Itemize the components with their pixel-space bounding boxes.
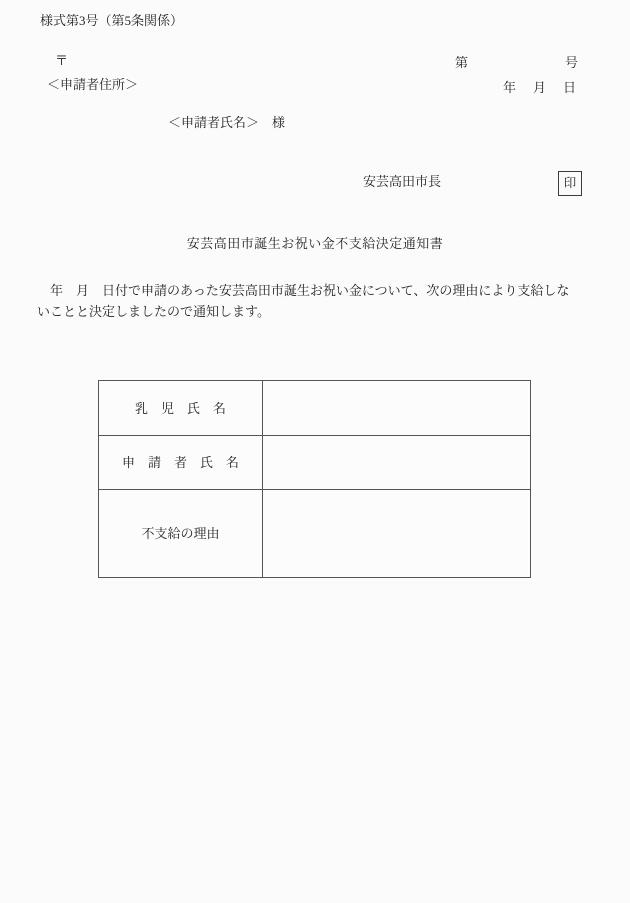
addressee-line: ＜申請者氏名＞ 様 (168, 115, 286, 130)
table-row-label-applicant-name: 申 請 者 氏 名 (99, 436, 263, 490)
body-paragraph (37, 280, 569, 322)
form-number: 様式第3号（第5条関係） (40, 13, 184, 28)
table-row-value-infant-name (263, 381, 530, 436)
date-line: 年 月 日 (502, 80, 578, 95)
postal-mark: 〒 (55, 53, 69, 68)
table-row-value-reason (263, 490, 530, 577)
table-row-value-applicant-name (263, 436, 530, 490)
table-row-label-reason: 不支給の理由 (99, 490, 263, 577)
applicant-address-placeholder: ＜申請者住所＞ (47, 77, 139, 92)
sender-mayor: 安芸高田市長 (363, 174, 442, 189)
document-number-line (455, 56, 578, 69)
notice-table (98, 380, 531, 578)
document-number-prefix: 第 (455, 55, 469, 70)
body-line: 年 月 日付で申請のあった安芸高田市誕生お祝い金について、次の理由により支給しな (37, 283, 570, 298)
seal-box (558, 171, 582, 196)
document-number-suffix: 号 (564, 55, 578, 70)
body-line: いことと決定しましたので通知します。 (37, 304, 270, 319)
table-row-label-infant-name: 乳 児 氏 名 (99, 381, 263, 436)
document-title: 安芸高田市誕生お祝い金不支給決定通知書 (186, 236, 444, 251)
seal-label: 印 (563, 176, 577, 191)
